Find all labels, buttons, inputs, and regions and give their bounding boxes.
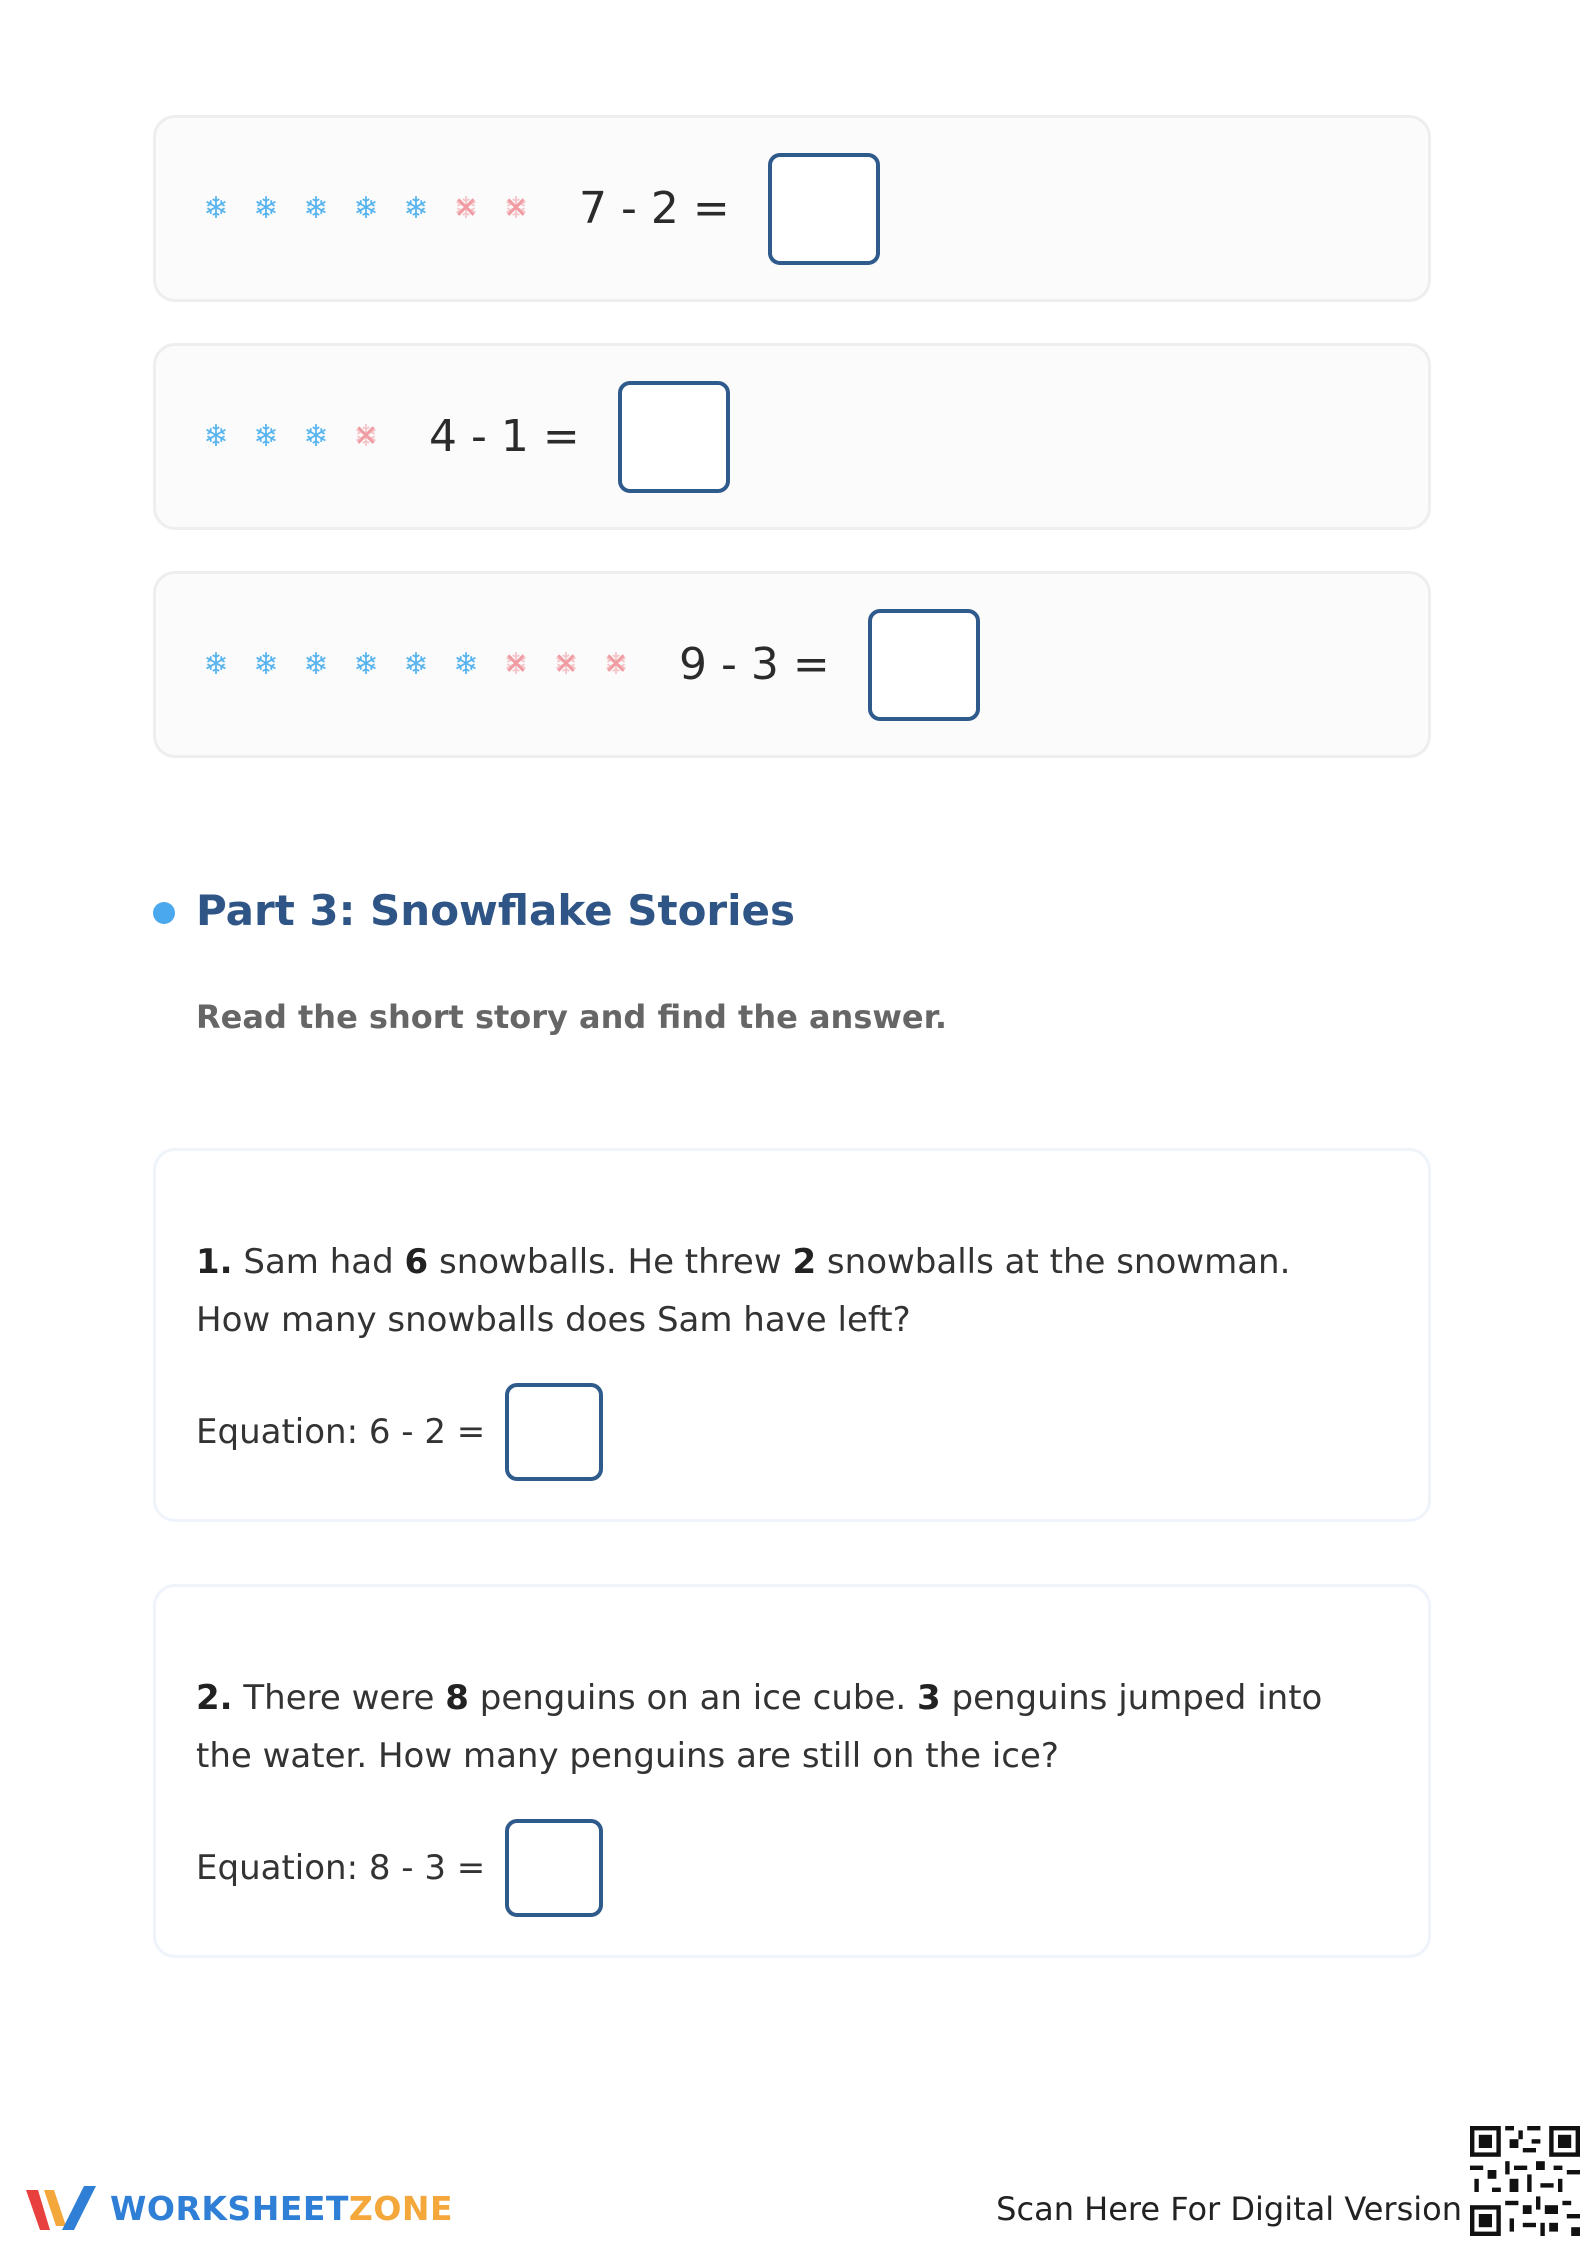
- snowflake-icon: ❄: [403, 190, 429, 226]
- equation-line: [196, 1383, 603, 1481]
- worksheetzone-logo[interactable]: [22, 2180, 453, 2236]
- answer-box[interactable]: [618, 381, 730, 493]
- story-text-fragment: penguins on an ice cube.: [468, 1678, 918, 1718]
- snowflake-icon: ❄: [303, 418, 329, 454]
- subtraction-card-3: [153, 571, 1431, 758]
- section-bullet: [153, 902, 175, 924]
- equation-text: 9 - 3 =: [679, 639, 830, 690]
- snowflake-icon: ❄: [453, 646, 479, 682]
- equation-text: 4 - 1 =: [429, 411, 580, 462]
- equation-text: 7 - 2 =: [579, 183, 730, 234]
- story-text: [196, 1669, 1368, 1785]
- crossed-snowflake-icon: ❄ ✕: [591, 650, 641, 680]
- story-text-fragment: Sam had: [232, 1242, 405, 1282]
- snowflake-icon: ❄: [403, 646, 429, 682]
- logo-mark-icon: [22, 2180, 100, 2236]
- snowflake-icon: ❄: [353, 190, 379, 226]
- answer-box[interactable]: [768, 153, 880, 265]
- crossed-snowflake-icon: ❄ ✕: [491, 650, 541, 680]
- snowflake-icon: ❄: [303, 646, 329, 682]
- subtraction-card-2: [153, 343, 1431, 530]
- story-text: [196, 1233, 1368, 1349]
- snowflake-icon: ❄: [303, 190, 329, 226]
- section-title: Part 3: Snowflake Stories: [196, 886, 796, 935]
- snowflake-icon: ❄: [253, 646, 279, 682]
- story-number: 2.: [196, 1678, 233, 1718]
- crossed-snowflake-icon: ❄ ✕: [491, 194, 541, 224]
- equation-line: [196, 1819, 603, 1917]
- story-number-value: 6: [404, 1242, 429, 1282]
- snowflake-icon: ❄: [203, 646, 229, 682]
- story-number-value: 2: [792, 1242, 817, 1282]
- story-card-1: [153, 1148, 1431, 1522]
- story-number: 1.: [196, 1242, 233, 1282]
- scan-text: Scan Here For Digital Version: [996, 2190, 1462, 2228]
- equation-label: Equation: 8 - 3 =: [196, 1848, 486, 1888]
- story-text-fragment: snowballs. He threw: [428, 1242, 793, 1282]
- snowflake-group: [191, 190, 541, 226]
- story-body: [196, 1242, 1290, 1340]
- answer-box[interactable]: [505, 1819, 603, 1917]
- story-body: [196, 1678, 1322, 1776]
- brand-name: WORKSHEETZONE: [110, 2188, 454, 2228]
- story-text-fragment: penguins jumped into the water. How many penguins are still on the ice?: [196, 1678, 1323, 1776]
- snowflake-group: [191, 418, 391, 454]
- story-number-value: 8: [445, 1678, 469, 1718]
- crossed-snowflake-icon: ❄ ✕: [341, 422, 391, 452]
- equation-label: Equation: 6 - 2 =: [196, 1412, 486, 1452]
- crossed-snowflake-icon: ❄ ✕: [441, 194, 491, 224]
- answer-box[interactable]: [505, 1383, 603, 1481]
- snowflake-icon: ❄: [253, 190, 279, 226]
- qr-code-icon[interactable]: [1470, 2126, 1580, 2236]
- answer-box[interactable]: [868, 609, 980, 721]
- subtraction-card-1: [153, 115, 1431, 302]
- snowflake-icon: ❄: [253, 418, 279, 454]
- story-card-2: [153, 1584, 1431, 1958]
- story-text-fragment: snowballs at the snowman. How many snowballs does Sam have left?: [196, 1242, 1291, 1340]
- snowflake-group: [191, 646, 641, 682]
- section-instructions: Read the short story and find the answer.: [196, 998, 947, 1036]
- story-text-fragment: There were: [232, 1678, 446, 1718]
- story-number-value: 3: [917, 1678, 941, 1718]
- snowflake-icon: ❄: [353, 646, 379, 682]
- snowflake-icon: ❄: [203, 190, 229, 226]
- crossed-snowflake-icon: ❄ ✕: [541, 650, 591, 680]
- snowflake-icon: ❄: [203, 418, 229, 454]
